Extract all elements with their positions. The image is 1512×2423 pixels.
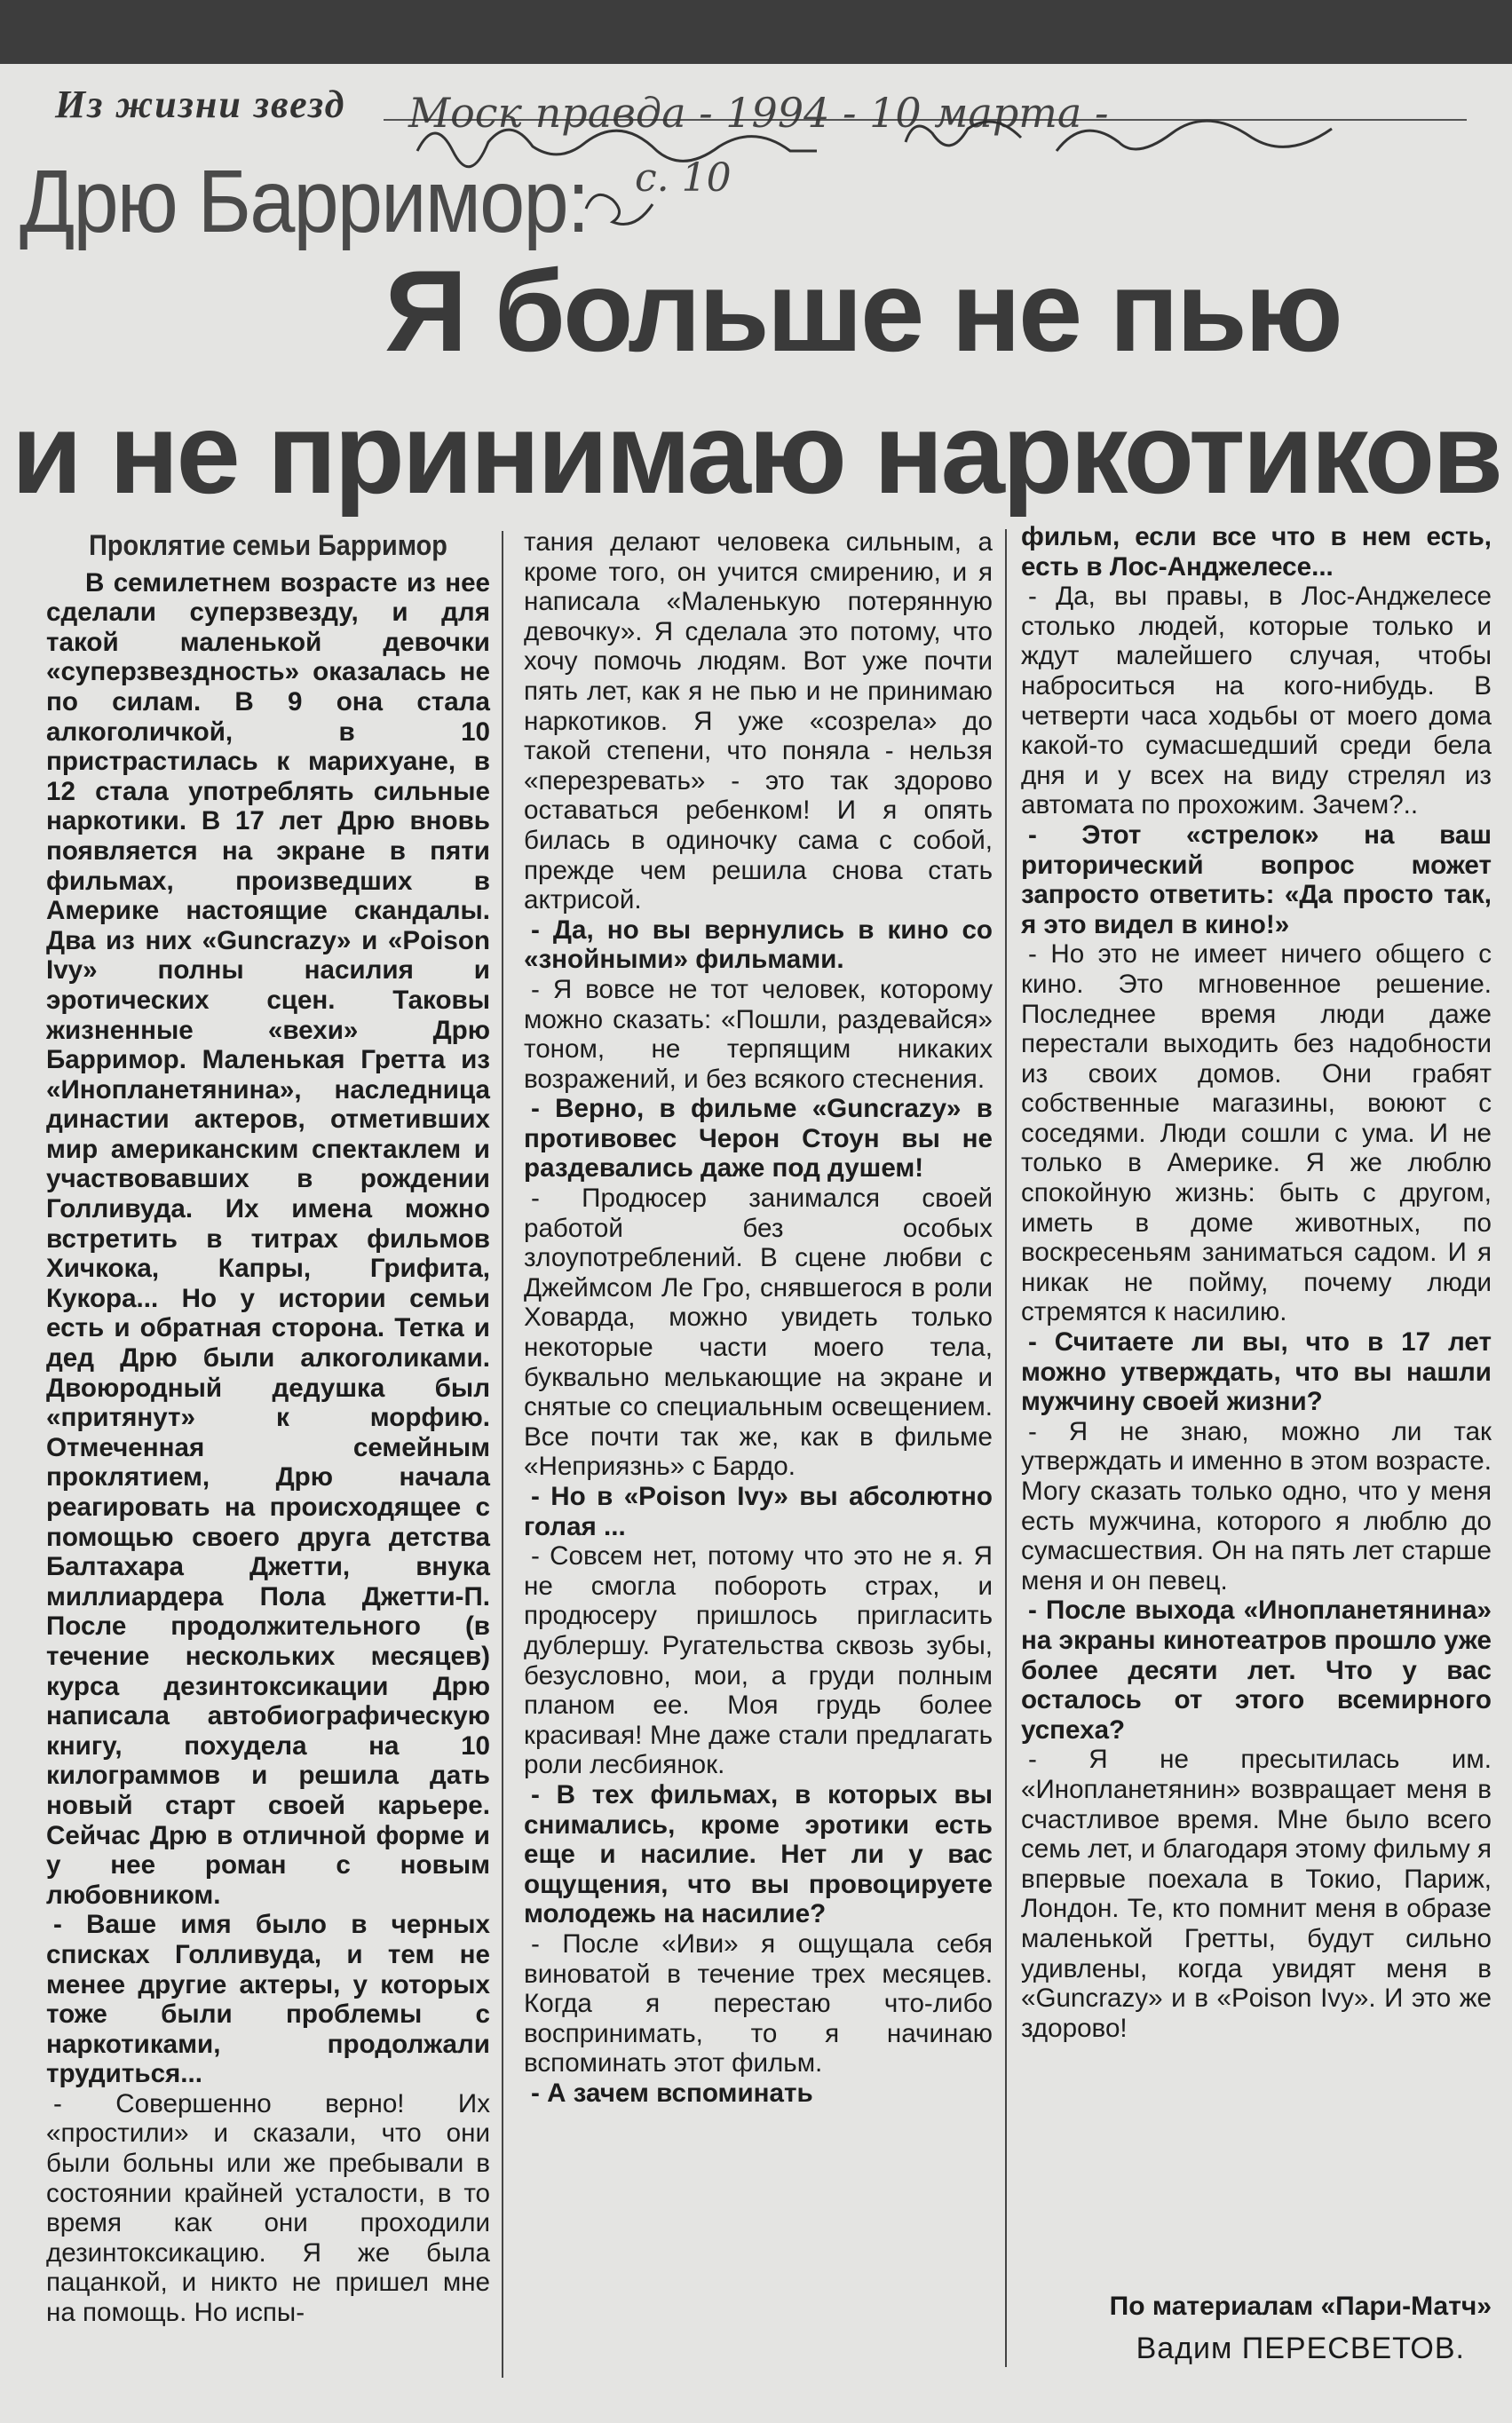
paragraph: В семилетнем возрасте из нее сделали суперзвезду, и для такой маленькой девочки «суперзвездность» оказалась не по силам. В 9 она стала алкоголичкой, в 10 пристрастилась к марихуане, в 12 стала употреблять сильные наркотики. В 17 лет Дрю вновь появляется на экране в пяти фильмах, произведших в Америке настоящие скандалы. Два из них «Guncrazy» и «Poison Ivy» полны насилия и эротических сцен. Таковы жизненные «вехи» Дрю Барримор. Маленькая Гретта из «Инопланетянина», наследница династии актеров, отметивших мир американским спектаклем и участвовавших в рождении Голливуда. Их имена можно встретить в титрах фильмов Хичкока, Капры, Грифита, Кукора... Но у истории семьи есть и обратная сторона. Тетка и дед Дрю были алкоголиками. Двоюродный дедушка был «притянут» к морфию. Отмеченная семейным проклятием, Дрю начала реагировать на происходящее с помощью своего друга детства Балтахара Джетти, внука миллиардера Пола Джетти-П. После продолжительного (в течение нескольких месяцев) курса дезинтоксикации Дрю написала автобиографическую книгу, похудела на 10 килограммов и решила дать новый старт своей карьере. Сейчас Дрю в отличной форме и у нее роман с новым любовником. [46,567,490,1910]
answer: - Совершенно верно! Их «простили» и сказали, что они были больны или же пребывали в состоянии крайней усталости, в то время как они проходили дезинтоксикацию. Я же была пацанкой, и никто не пришел мне на помощь. Но испы- [46,2088,490,2328]
person-name: Дрю Барримор: [20,152,589,251]
author-name: Вадим ПЕРЕСВЕТОВ. [1136,2332,1465,2365]
rubric-label: Из жизни звезд [55,83,346,126]
question: - Да, но вы вернулись в кино со «знойными» фильмами. [524,915,993,975]
answer: - Продюсер занимался своей работой без особых злоупотреблений. В сцене любви с Джеймсом Ле Гро, снявшегося в роли Ховарда, можно увидеть только некоторые части моего тела, буквально мелькающие на экране и снятые со специальным освещением. Все почти так же, как в фильме «Неприязнь» с Бардо. [524,1184,993,1482]
question: - Этот «стрелок» на ваш риторический вопрос может запросто ответить: «Да просто так, я это видел в кино!» [1021,820,1492,939]
column-1 [46,531,490,2328]
question: фильм, если все что в нем есть, есть в Лос-Анджелесе... [1021,522,1492,582]
answer: - Да, вы правы, в Лос-Анджелесе столько людей, которые только и ждут малейшего случая, чтобы наброситься на кого-нибудь. В четверти часа ходьбы от моего дома какой-то сумасшедший среди бела дня и у всех на виду стрелял из автомата по прохожим. Зачем?.. [1021,582,1492,820]
handwritten-source: Моск правда - 1994 - 10 марта - [408,89,1109,137]
answer: - Я вовсе не тот человек, которому можно сказать: «Пошли, раздевайся» тоном, не терпящим никаких возражений, и без всякого стеснения. [524,974,993,1094]
headline [0,240,1512,524]
column-3 [1021,522,1492,2043]
answer: - После «Иви» я ощущала себя виноватой в течение трех месяцев. Когда я перестаю что-либо воспринимать, то я начинаю вспоминать этот фильм. [524,1928,993,2079]
column-divider [1005,529,1007,2367]
answer: - Совсем нет, потому что это не я. Я не смогла побороть страх, и продюсеру пришлось пригласить дублершу. Ругательства сквозь зубы, безусловно, мои, а груди полным планом ее. Моя грудь более красивая! Мне даже стали предлагать роли лесбиянок. [524,1541,993,1780]
question: - А зачем вспоминать [531,2078,813,2108]
column-divider [502,531,503,2378]
question: - В тех фильмах, в которых вы снимались, кроме эротики есть еще и насилие. Нет ли у вас ощущения, что вы провоцируете молодежь на насилие? [524,1779,993,1929]
answer: - Но это не имеет ничего общего с кино. Это мгновенное решение. Последнее время люди даже перестали выходить без надобности из своих домов. Они грабят собственные магазины, воюют с соседями. Люди сошли с ума. И не только в Америке. Я же люблю спокойную жизнь: быть с другом, иметь в доме животных, по воскресеньям заниматься садом. И я никак не пойму, почему люди стремятся к насилию. [1021,939,1492,1327]
headline-line-2: и не принимаю наркотиков [11,388,1501,518]
answer: - Я не знаю, можно ли так утверждать и именно в этом возрасте. Могу сказать только одно, что у меня есть мужчина, которого я люблю до сумасшествия. Он на пять лет старше меня и он певец. [1021,1416,1492,1596]
handwritten-page: с. 10 [635,155,732,201]
scan-border [0,0,1512,64]
question: - После выхода «Инопланетянина» на экраны кинотеатров прошло уже более десяти лет. Что у вас осталось от этого всемирного успеха? [1021,1596,1492,1745]
headline-line-1: Я больше не пью [384,246,1341,376]
answer: тания делают человека сильным, а кроме того, он учится смирению, и я написала «Маленькую потерянную девочку». Я сделала это потому, что хочу помочь людям. Вот уже почти пять лет, как я не пью и не принимаю наркотиков. Я уже «созрела» до такой степени, что поняла - нельзя «перезревать» - это так здорово оставаться ребенком! И я опять билась в одиночку сама с собой, прежде чем решила снова стать актрисой. [524,527,993,915]
question: - Считаете ли вы, что в 17 лет можно утверждать, что вы нашли мужчину своей жизни? [1021,1327,1492,1417]
source-credit: По материалам «Пари-Матч» [1109,2292,1492,2321]
answer: - Я не пресытилась им. «Инопланетянин» возвращает меня в счастливое время. Мне было всего семь лет, и благодаря этому фильму я впервые поехала в Токио, Париж, Лондон. Те, кто помнит меня в образе маленькой Гретты, будут сильно удивлены, когда увидят меня в «Guncrazy» и в «Poison Ivy». И это же здорово! [1021,1745,1492,2043]
question: - Но в «Poison Ivy» вы абсолютно голая ... [524,1482,993,1541]
question: - Верно, в фильме «Guncrazy» в противовес Черон Стоун вы не раздевались даже под душем! [524,1094,993,1184]
column-2 [524,527,993,2108]
section-subhead: Проклятие семьи Барримор [89,529,447,561]
question: - Ваше имя было в черных списках Голливуда, и тем не менее другие актеры, у которых тоже были проблемы с наркотиками, продолжали трудиться... [46,1910,490,2089]
